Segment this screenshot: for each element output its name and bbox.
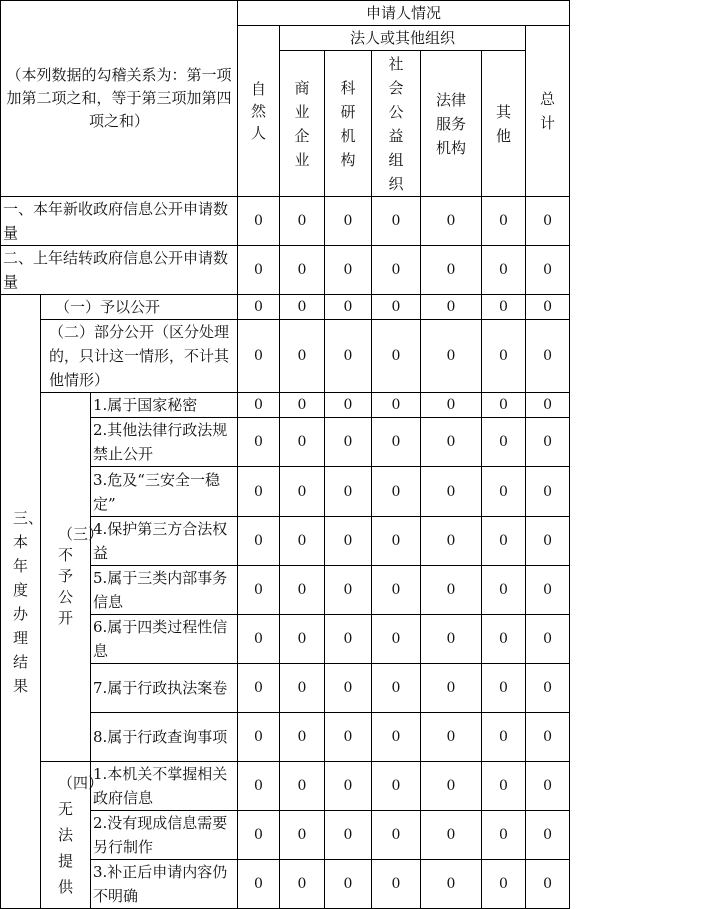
table-cell: 0 <box>482 517 526 566</box>
table-cell: 0 <box>280 393 325 418</box>
row-label: 7.属于行政执法案卷 <box>91 664 238 713</box>
table-cell: 0 <box>372 811 421 860</box>
table-cell: 0 <box>325 320 372 393</box>
table-cell: 0 <box>526 418 570 467</box>
table-cell: 0 <box>482 295 526 320</box>
table-cell: 0 <box>421 615 482 664</box>
row-label: 5.属于三类内部事务信息 <box>91 566 238 615</box>
row-label-new-requests: 一、本年新收政府信息公开申请数量 <box>1 197 238 246</box>
table-cell: 0 <box>238 615 280 664</box>
table-cell: 0 <box>482 320 526 393</box>
table-cell: 0 <box>280 517 325 566</box>
table-cell: 0 <box>238 860 280 909</box>
table-cell: 0 <box>482 197 526 246</box>
col-other: 其他 <box>482 51 526 197</box>
table-cell: 0 <box>280 811 325 860</box>
table-cell: 0 <box>238 418 280 467</box>
table-cell: 0 <box>372 467 421 517</box>
table-cell: 0 <box>280 664 325 713</box>
table-cell: 0 <box>280 320 325 393</box>
row-label-disclosed: （一）予以公开 <box>41 295 238 320</box>
table-cell: 0 <box>280 615 325 664</box>
table-cell: 0 <box>421 197 482 246</box>
table-cell: 0 <box>482 615 526 664</box>
row-label: 1.本机关不掌握相关政府信息 <box>91 762 238 811</box>
table-cell: 0 <box>238 713 280 762</box>
table-cell: 0 <box>526 713 570 762</box>
table-cell: 0 <box>421 246 482 295</box>
table-cell: 0 <box>482 566 526 615</box>
table-cell: 0 <box>421 713 482 762</box>
table-cell: 0 <box>238 762 280 811</box>
table-cell: 0 <box>238 467 280 517</box>
table-cell: 0 <box>238 246 280 295</box>
table-cell: 0 <box>526 246 570 295</box>
table-cell: 0 <box>421 393 482 418</box>
table-cell: 0 <box>372 860 421 909</box>
group-not-disclosed-label: （三）不予公开 <box>41 393 91 762</box>
table-cell: 0 <box>325 811 372 860</box>
table-cell: 0 <box>325 295 372 320</box>
table-cell: 0 <box>526 393 570 418</box>
col-natural-person: 自然人 <box>238 26 280 197</box>
table-cell: 0 <box>526 467 570 517</box>
table-cell: 0 <box>372 566 421 615</box>
table-cell: 0 <box>325 467 372 517</box>
row-label: 2.其他法律行政法规禁止公开 <box>91 418 238 467</box>
table-cell: 0 <box>325 664 372 713</box>
table-cell: 0 <box>526 615 570 664</box>
table-cell: 0 <box>238 197 280 246</box>
group-unable-to-provide-label: （四）无法提供 <box>41 762 91 909</box>
table-cell: 0 <box>280 566 325 615</box>
row-label: 3.补正后申请内容仍不明确 <box>91 860 238 909</box>
table-cell: 0 <box>421 320 482 393</box>
table-cell: 0 <box>280 860 325 909</box>
table-cell: 0 <box>526 664 570 713</box>
table-cell: 0 <box>280 762 325 811</box>
note-cell: （本列数据的勾稽关系为：第一项加第二项之和，等于第三项加第四项之和） <box>1 1 238 197</box>
table-cell: 0 <box>325 418 372 467</box>
table-cell: 0 <box>325 517 372 566</box>
table-cell: 0 <box>372 664 421 713</box>
table-cell: 0 <box>526 860 570 909</box>
table-cell: 0 <box>421 860 482 909</box>
row-label: 4.保护第三方合法权益 <box>91 517 238 566</box>
col-total: 总计 <box>526 26 570 197</box>
table-cell: 0 <box>325 762 372 811</box>
table-cell: 0 <box>526 320 570 393</box>
table-cell: 0 <box>238 811 280 860</box>
table-cell: 0 <box>238 517 280 566</box>
table-cell: 0 <box>526 295 570 320</box>
table-cell: 0 <box>372 295 421 320</box>
table-cell: 0 <box>372 517 421 566</box>
table-cell: 0 <box>482 762 526 811</box>
table-cell: 0 <box>325 246 372 295</box>
row-label: 3.危及“三安全一稳定” <box>91 467 238 517</box>
section-3-label: 三、本年度办理结果 <box>1 295 41 909</box>
table-cell: 0 <box>482 467 526 517</box>
col-public-welfare: 社会公益组织 <box>372 51 421 197</box>
table-cell: 0 <box>421 664 482 713</box>
table-cell: 0 <box>325 713 372 762</box>
table-cell: 0 <box>421 467 482 517</box>
row-label: 8.属于行政查询事项 <box>91 713 238 762</box>
table-cell: 0 <box>238 393 280 418</box>
table-cell: 0 <box>421 418 482 467</box>
table-cell: 0 <box>482 246 526 295</box>
table-cell: 0 <box>526 811 570 860</box>
table-cell: 0 <box>482 811 526 860</box>
table-cell: 0 <box>372 713 421 762</box>
row-label: 2.没有现成信息需要另行制作 <box>91 811 238 860</box>
col-business: 商业企业 <box>280 51 325 197</box>
row-label-carried-over: 二、上年结转政府信息公开申请数量 <box>1 246 238 295</box>
col-legal-service: 法律服务机构 <box>421 51 482 197</box>
table-cell: 0 <box>372 762 421 811</box>
table-cell: 0 <box>280 467 325 517</box>
table-cell: 0 <box>280 197 325 246</box>
row-label: 6.属于四类过程性信息 <box>91 615 238 664</box>
table-cell: 0 <box>238 295 280 320</box>
table-cell: 0 <box>238 320 280 393</box>
table-cell: 0 <box>372 320 421 393</box>
table-cell: 0 <box>482 713 526 762</box>
table-cell: 0 <box>482 393 526 418</box>
table-cell: 0 <box>526 197 570 246</box>
table-cell: 0 <box>482 860 526 909</box>
table-cell: 0 <box>325 393 372 418</box>
table-cell: 0 <box>280 295 325 320</box>
table-cell: 0 <box>325 615 372 664</box>
table-cell: 0 <box>325 566 372 615</box>
table-cell: 0 <box>372 615 421 664</box>
table-cell: 0 <box>325 860 372 909</box>
col-research: 科研机构 <box>325 51 372 197</box>
table-cell: 0 <box>526 762 570 811</box>
table-cell: 0 <box>421 517 482 566</box>
table-cell: 0 <box>526 566 570 615</box>
table-cell: 0 <box>325 197 372 246</box>
table-cell: 0 <box>238 566 280 615</box>
table-cell: 0 <box>238 664 280 713</box>
table-cell: 0 <box>280 713 325 762</box>
table-cell: 0 <box>421 762 482 811</box>
table-cell: 0 <box>280 418 325 467</box>
table-cell: 0 <box>526 517 570 566</box>
table-cell: 0 <box>482 418 526 467</box>
legal-or-org-header: 法人或其他组织 <box>280 26 526 51</box>
row-label-partially-disclosed: （二）部分公开（区分处理的，只计这一情形，不计其他情形） <box>41 320 238 393</box>
table-cell: 0 <box>372 393 421 418</box>
table-cell: 0 <box>482 664 526 713</box>
applicant-situation-header: 申请人情况 <box>238 1 570 26</box>
table-cell: 0 <box>372 418 421 467</box>
table-cell: 0 <box>421 566 482 615</box>
row-label: 1.属于国家秘密 <box>91 393 238 418</box>
table-cell: 0 <box>421 295 482 320</box>
table-cell: 0 <box>372 246 421 295</box>
table-cell: 0 <box>421 811 482 860</box>
table-cell: 0 <box>280 246 325 295</box>
table-cell: 0 <box>372 197 421 246</box>
